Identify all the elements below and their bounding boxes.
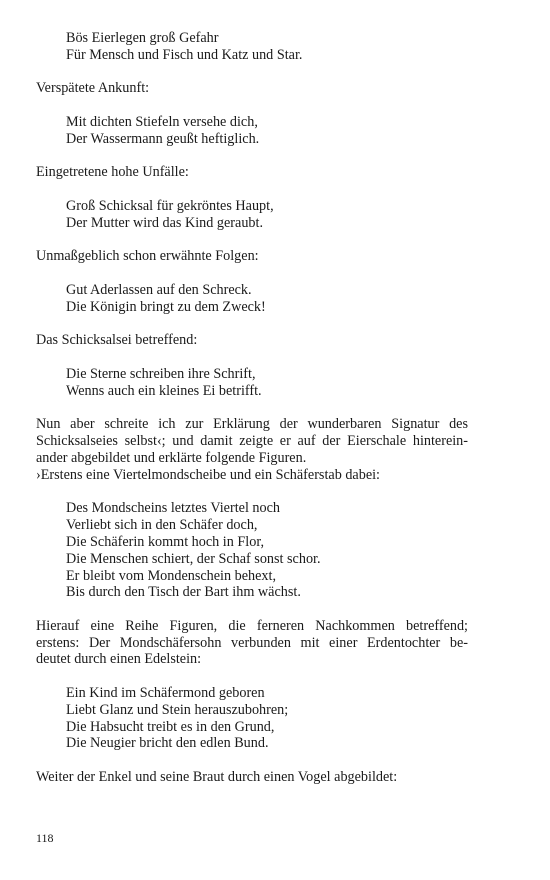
verse-block <box>36 114 468 148</box>
verse-line: Der Wassermann geußt heftiglich. <box>66 130 260 147</box>
prose-paragraph <box>36 618 468 668</box>
section-heading: Das Schicksalsei betreffend: <box>36 332 198 349</box>
section-heading: Weiter der Enkel und seine Braut durch einen Vogel abgebildet: <box>36 769 398 786</box>
prose-line: ›Erstens eine Viertelmondscheibe und ein Schäferstab dabei: <box>36 466 380 483</box>
verse-line: Die Sterne schreiben ihre Schrift, <box>66 365 256 382</box>
verse-line: Die Menschen schiert, der Schaf sonst schor. <box>66 550 321 567</box>
verse-line: Liebt Glanz und Stein herauszubohren; <box>66 701 289 718</box>
verse-line: Verliebt sich in den Schäfer doch, <box>66 517 258 534</box>
verse-line: Er bleibt vom Mondenschein behext, <box>66 567 277 584</box>
prose-line: deutet durch einen Edelstein: <box>36 651 202 668</box>
page-body <box>36 30 468 786</box>
verse-block <box>36 685 468 752</box>
verse-line: Die Schäferin kommt hoch in Flor, <box>66 533 265 550</box>
prose-paragraph <box>36 416 468 483</box>
prose-line: ander abgebildet und erklärte folgende Figuren. <box>36 449 307 466</box>
verse-line: Ein Kind im Schäfermond geboren <box>66 685 265 702</box>
prose-line: Nun aber schreite ich zur Erklärung der wunderbaren Signatur des <box>36 416 468 433</box>
verse-line: Bis durch den Tisch der Bart ihm wächst. <box>66 584 301 601</box>
section-heading: Verspätete Ankunft: <box>36 80 150 97</box>
verse-line: Die Habsucht treibt es in den Grund, <box>66 718 275 735</box>
verse-line: Wenns auch ein kleines Ei betrifft. <box>66 382 262 399</box>
verse-block <box>36 366 468 400</box>
verse-line: Für Mensch und Fisch und Katz und Star. <box>66 46 303 63</box>
verse-line: Der Mutter wird das Kind geraubt. <box>66 214 263 231</box>
verse-block <box>36 500 468 601</box>
page-number: 118 <box>36 831 54 845</box>
verse-line: Die Neugier bricht den edlen Bund. <box>66 735 269 752</box>
prose-line: Schicksalseies selbst‹; und damit zeigte er auf der Eierschale hinterein- <box>36 433 468 450</box>
verse-line: Des Mondscheins letztes Viertel noch <box>66 500 281 517</box>
prose-line: erstens: Der Mondschäfersohn verbunden mit einer Erdentochter be- <box>36 634 468 651</box>
verse-line: Groß Schicksal für gekröntes Haupt, <box>66 197 274 214</box>
verse-line: Gut Aderlassen auf den Schreck. <box>66 281 252 298</box>
verse-block <box>36 198 468 232</box>
verse-line: Bös Eierlegen groß Gefahr <box>66 30 219 46</box>
verse-block <box>36 282 468 316</box>
verse-block <box>36 30 468 64</box>
prose-line: Hierauf eine Reihe Figuren, die ferneren Nachkommen betreffend; <box>36 617 468 634</box>
section-heading: Eingetretene hohe Unfälle: <box>36 164 189 181</box>
verse-line: Mit dichten Stiefeln versehe dich, <box>66 113 258 130</box>
section-heading: Unmaßgeblich schon erwähnte Folgen: <box>36 248 259 265</box>
verse-line: Die Königin bringt zu dem Zweck! <box>66 298 266 315</box>
